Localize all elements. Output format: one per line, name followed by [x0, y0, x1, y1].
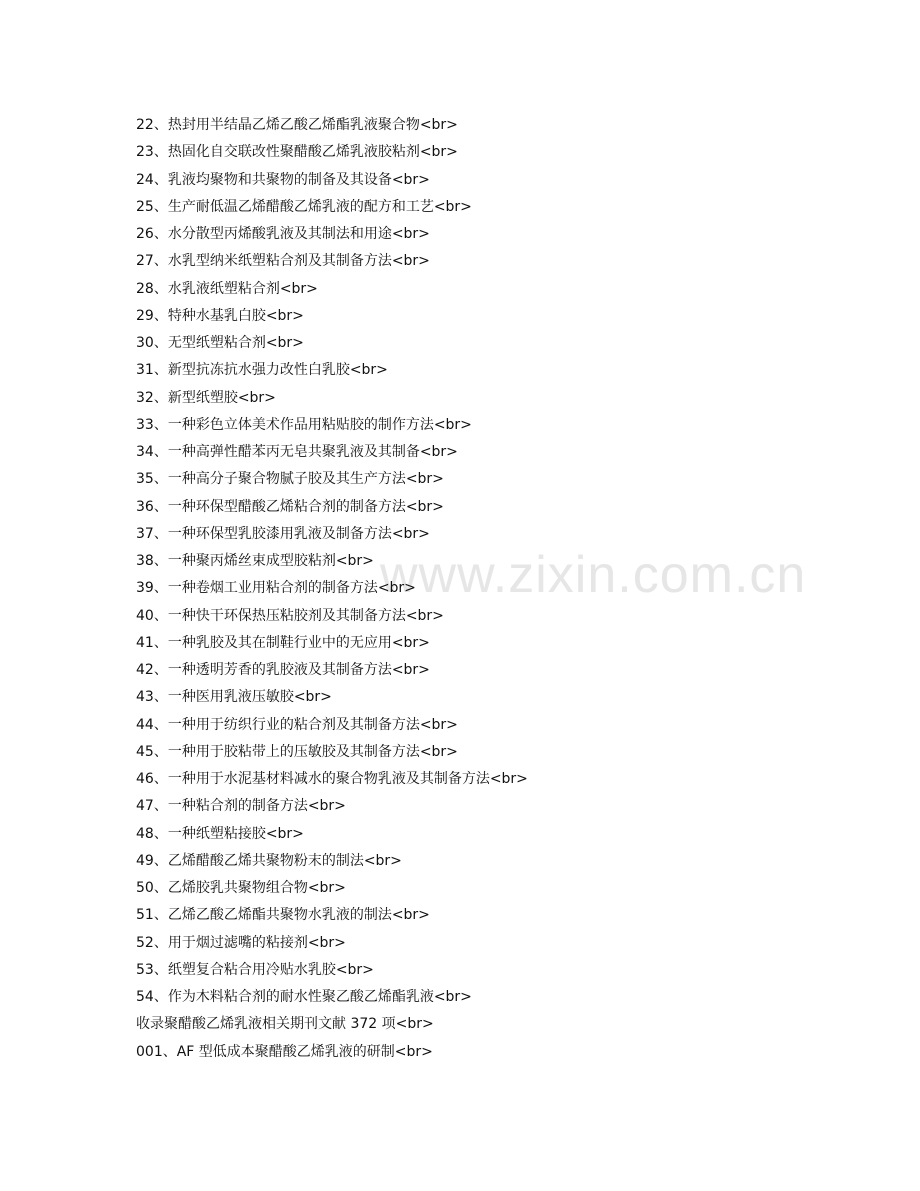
text-line: 27、水乳型纳米纸塑粘合剂及其制备方法<br> [136, 253, 430, 270]
text-line: 35、一种高分子聚合物腻子胶及其生产方法<br> [136, 471, 444, 488]
text-line: 001、AF 型低成本聚醋酸乙烯乳液的研制<br> [136, 1043, 433, 1060]
text-line: 25、生产耐低温乙烯醋酸乙烯乳液的配方和工艺<br> [136, 198, 472, 215]
text-line: 48、一种纸塑粘接胶<br> [136, 825, 304, 842]
text-line: 22、热封用半结晶乙烯乙酸乙烯酯乳液聚合物<br> [136, 117, 458, 133]
text-line: 39、一种卷烟工业用粘合剂的制备方法<br> [136, 580, 416, 597]
text-line: 44、一种用于纺织行业的粘合剂及其制备方法<br> [136, 716, 458, 733]
text-line: 47、一种粘合剂的制备方法<br> [136, 798, 346, 815]
text-line: 43、一种医用乳液压敏胶<br> [136, 689, 332, 706]
text-line: 36、一种环保型醋酸乙烯粘合剂的制备方法<br> [136, 498, 444, 515]
text-line: 31、新型抗冻抗水强力改性白乳胶<br> [136, 362, 388, 379]
text-line: 52、用于烟过滤嘴的粘接剂<br> [136, 934, 346, 951]
text-line: 37、一种环保型乳胶漆用乳液及制备方法<br> [136, 525, 430, 542]
text-line: 45、一种用于胶粘带上的压敏胶及其制备方法<br> [136, 743, 458, 760]
text-line: 26、水分散型丙烯酸乳液及其制法和用途<br> [136, 226, 430, 242]
text-line: 32、新型纸塑胶<br> [136, 389, 276, 406]
watermark: www.zixin.com.cn [380, 546, 807, 604]
text-line: 34、一种高弹性醋苯丙无皂共聚乳液及其制备<br> [136, 444, 458, 460]
text-line: 42、一种透明芳香的乳胶液及其制备方法<br> [136, 662, 430, 678]
text-line: 41、一种乳胶及其在制鞋行业中的无应用<br> [136, 634, 430, 651]
text-line: 49、乙烯醋酸乙烯共聚物粉末的制法<br> [136, 852, 402, 869]
text-line: 40、一种快干环保热压粘胶剂及其制备方法<br> [136, 607, 444, 624]
text-line: 30、无型纸塑粘合剂<br> [136, 335, 304, 351]
text-line: 51、乙烯乙酸乙烯酯共聚物水乳液的制法<br> [136, 907, 430, 924]
text-line: 28、水乳液纸塑粘合剂<br> [136, 280, 318, 297]
text-line: 38、一种聚丙烯丝束成型胶粘剂<br> [136, 553, 374, 569]
text-line: 50、乙烯胶乳共聚物组合物<br> [136, 880, 346, 896]
section-heading: 收录聚醋酸乙烯乳液相关期刊文献 372 项<br> [136, 1016, 434, 1033]
text-line: 24、乳液均聚物和共聚物的制备及其设备<br> [136, 171, 430, 188]
text-line: 23、热固化自交联改性聚醋酸乙烯乳液胶粘剂<br> [136, 144, 458, 161]
text-line: 54、作为木料粘合剂的耐水性聚乙酸乙烯酯乳液<br> [136, 989, 472, 1005]
text-line: 46、一种用于水泥基材料减水的聚合物乳液及其制备方法<br> [136, 771, 528, 787]
text-line: 33、一种彩色立体美术作品用粘贴胶的制作方法<br> [136, 416, 472, 433]
text-lines [136, 112, 876, 1066]
text-line: 53、纸塑复合粘合用冷贴水乳胶<br> [136, 961, 374, 978]
text-line: 29、特种水基乳白胶<br> [136, 307, 304, 324]
